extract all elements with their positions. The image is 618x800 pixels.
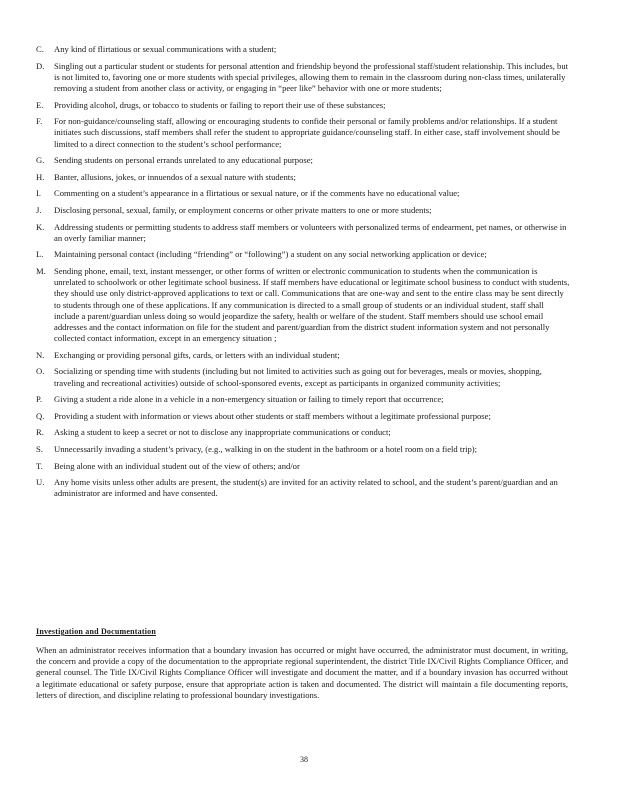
list-marker: E.	[36, 99, 44, 110]
list-marker: H.	[36, 171, 45, 182]
page-number: 38	[300, 755, 308, 764]
list-item	[36, 172, 570, 183]
list-text: Sending students on personal errands unrelated to any educational purpose;	[54, 155, 313, 166]
list-item	[36, 205, 570, 216]
list-text: Disclosing personal, sexual, family, or employment concerns or other private matters to one or more students;	[54, 204, 432, 215]
section-heading: Investigation and Documentation	[36, 627, 156, 636]
list-text: Giving a student a ride alone in a vehicle in a non-emergency situation or failing to timely report that occurrence;	[54, 394, 444, 405]
list-item	[36, 249, 570, 260]
list-marker: D.	[36, 60, 45, 71]
list-item	[36, 477, 570, 499]
list-text: Sending phone, email, text, instant messenger, or other forms of written or electronic communication to students when the communication is unrelated to schoolwork or other legitimate school business. If staff members have educational or legitimate school business to conduct with students, they should use only district-approved applications to text or call. Communications that are one-way and sent to the entire class may be sent directly to students through one of these applications. If any communication is directed to a small group of students or an individual student, staff shall include a parent/guardian unless doing so would jeopardize the safety, health or welfare of the student. Staff members should use school email addresses and the contact information on file for the student and parent/guardian from the district student information system and not personally collected contact information, except in an emergency situation ;	[54, 265, 570, 344]
list-marker: M.	[36, 265, 46, 276]
list-marker: L.	[36, 249, 44, 260]
list-item	[36, 461, 570, 472]
list-marker: K.	[36, 221, 45, 232]
list-item	[36, 44, 570, 55]
list-marker: N.	[36, 349, 45, 360]
list-marker: I.	[36, 188, 42, 199]
list-item	[36, 155, 570, 166]
list-item	[36, 444, 570, 455]
list-marker: R.	[36, 427, 44, 438]
list-text: Banter, allusions, jokes, or innuendos of a sexual nature with students;	[54, 171, 296, 182]
list-marker: C.	[36, 44, 44, 54]
list-item	[36, 427, 570, 438]
list-marker: J.	[36, 204, 42, 215]
list-marker: G.	[36, 155, 45, 166]
list-marker: U.	[36, 477, 45, 488]
list-text: Asking a student to keep a secret or not to disclose any inappropriate communications or conduct;	[54, 427, 391, 438]
list-item	[36, 266, 570, 344]
list-item	[36, 222, 570, 244]
list-text: Providing a student with information or views about other students or staff members without a legitimate professional purpose;	[54, 410, 491, 421]
list-text: Socializing or spending time with students (including but not limited to activities such as going out for beverages, meals or movies, shopping, traveling and recreational activities) outside of school-sponsored events, except as participants in organized community activities;	[54, 366, 542, 388]
list-marker: P.	[36, 394, 42, 405]
list-item	[36, 100, 570, 111]
list-marker: O.	[36, 366, 45, 377]
list-text: Singling out a particular student or students for personal attention and friendship beyond the professional staff/student relationship. This includes, but is not limited to, favoring one or more students with special privileges, allowing them to remain in the classroom during non-class times, unilaterally removing a student from another class or activity, or engaging in “peer like” behavior with one or more students;	[54, 60, 569, 93]
list-item	[36, 61, 570, 95]
list-text: Being alone with an individual student out of the view of others; and/or	[54, 460, 300, 471]
list-marker: Q.	[36, 410, 45, 421]
list-text: Exchanging or providing personal gifts, cards, or letters with an individual student;	[54, 349, 340, 360]
list-marker: T.	[36, 460, 43, 471]
list-text: Unnecessarily invading a student’s privacy, (e.g., walking in on the student in the bathroom or a hotel room on a field trip);	[54, 443, 478, 454]
list-marker: F.	[36, 116, 43, 127]
list-text: For non-guidance/counseling staff, allowing or encouraging students to confide their personal or family problems and/or relationships. If a student initiates such discussions, staff members shall refer the student to appropriate guidance/counseling staff. In either case, staff involvement should be limited to a direct connection to the student’s school performance;	[54, 116, 560, 149]
list-text: Maintaining personal contact (including “friending” or “following”) a student on any social networking application or device;	[54, 249, 487, 260]
section-paragraph: When an administrator receives information that a boundary invasion has occurred or might have occurred, the administrator must document, in writing, the concern and provide a copy of the documentation to the appropriate regional superintendent, the district Title IX/Civil Rights Compliance Officer, and general counsel. The Title IX/Civil Rights Compliance Officer will investigate and document the matter, and if a boundary invasion has occurred without a legitimate educational or safety purpose, ensure that appropriate action is taken and documented. The district will maintain a file documenting reports, letters of direction, and discipline relating to professional boundary investigations.	[36, 645, 568, 700]
list-text: Any home visits unless other adults are present, the student(s) are invited for an activity related to school, and the student’s parent/guardian and an administrator are informed and have consented.	[54, 477, 558, 499]
list-marker: S.	[36, 443, 43, 454]
list-text: Providing alcohol, drugs, or tobacco to students or failing to report their use of these substances;	[54, 99, 386, 110]
list-item	[36, 411, 570, 422]
list-item	[36, 366, 570, 388]
list-text: Any kind of flirtatious or sexual communications with a student;	[54, 44, 277, 54]
list-item	[36, 394, 570, 405]
prohibited-conduct-list	[36, 44, 570, 505]
list-text: Addressing students or permitting students to address staff members or volunteers with personalized terms of endearment, pet names, or otherwise in an overly familiar manner;	[54, 221, 567, 243]
list-item	[36, 188, 570, 199]
list-item	[36, 350, 570, 361]
list-item	[36, 116, 570, 150]
list-text: Commenting on a student’s appearance in a flirtatious or sexual nature, or if the comments have no educational value;	[54, 188, 460, 199]
